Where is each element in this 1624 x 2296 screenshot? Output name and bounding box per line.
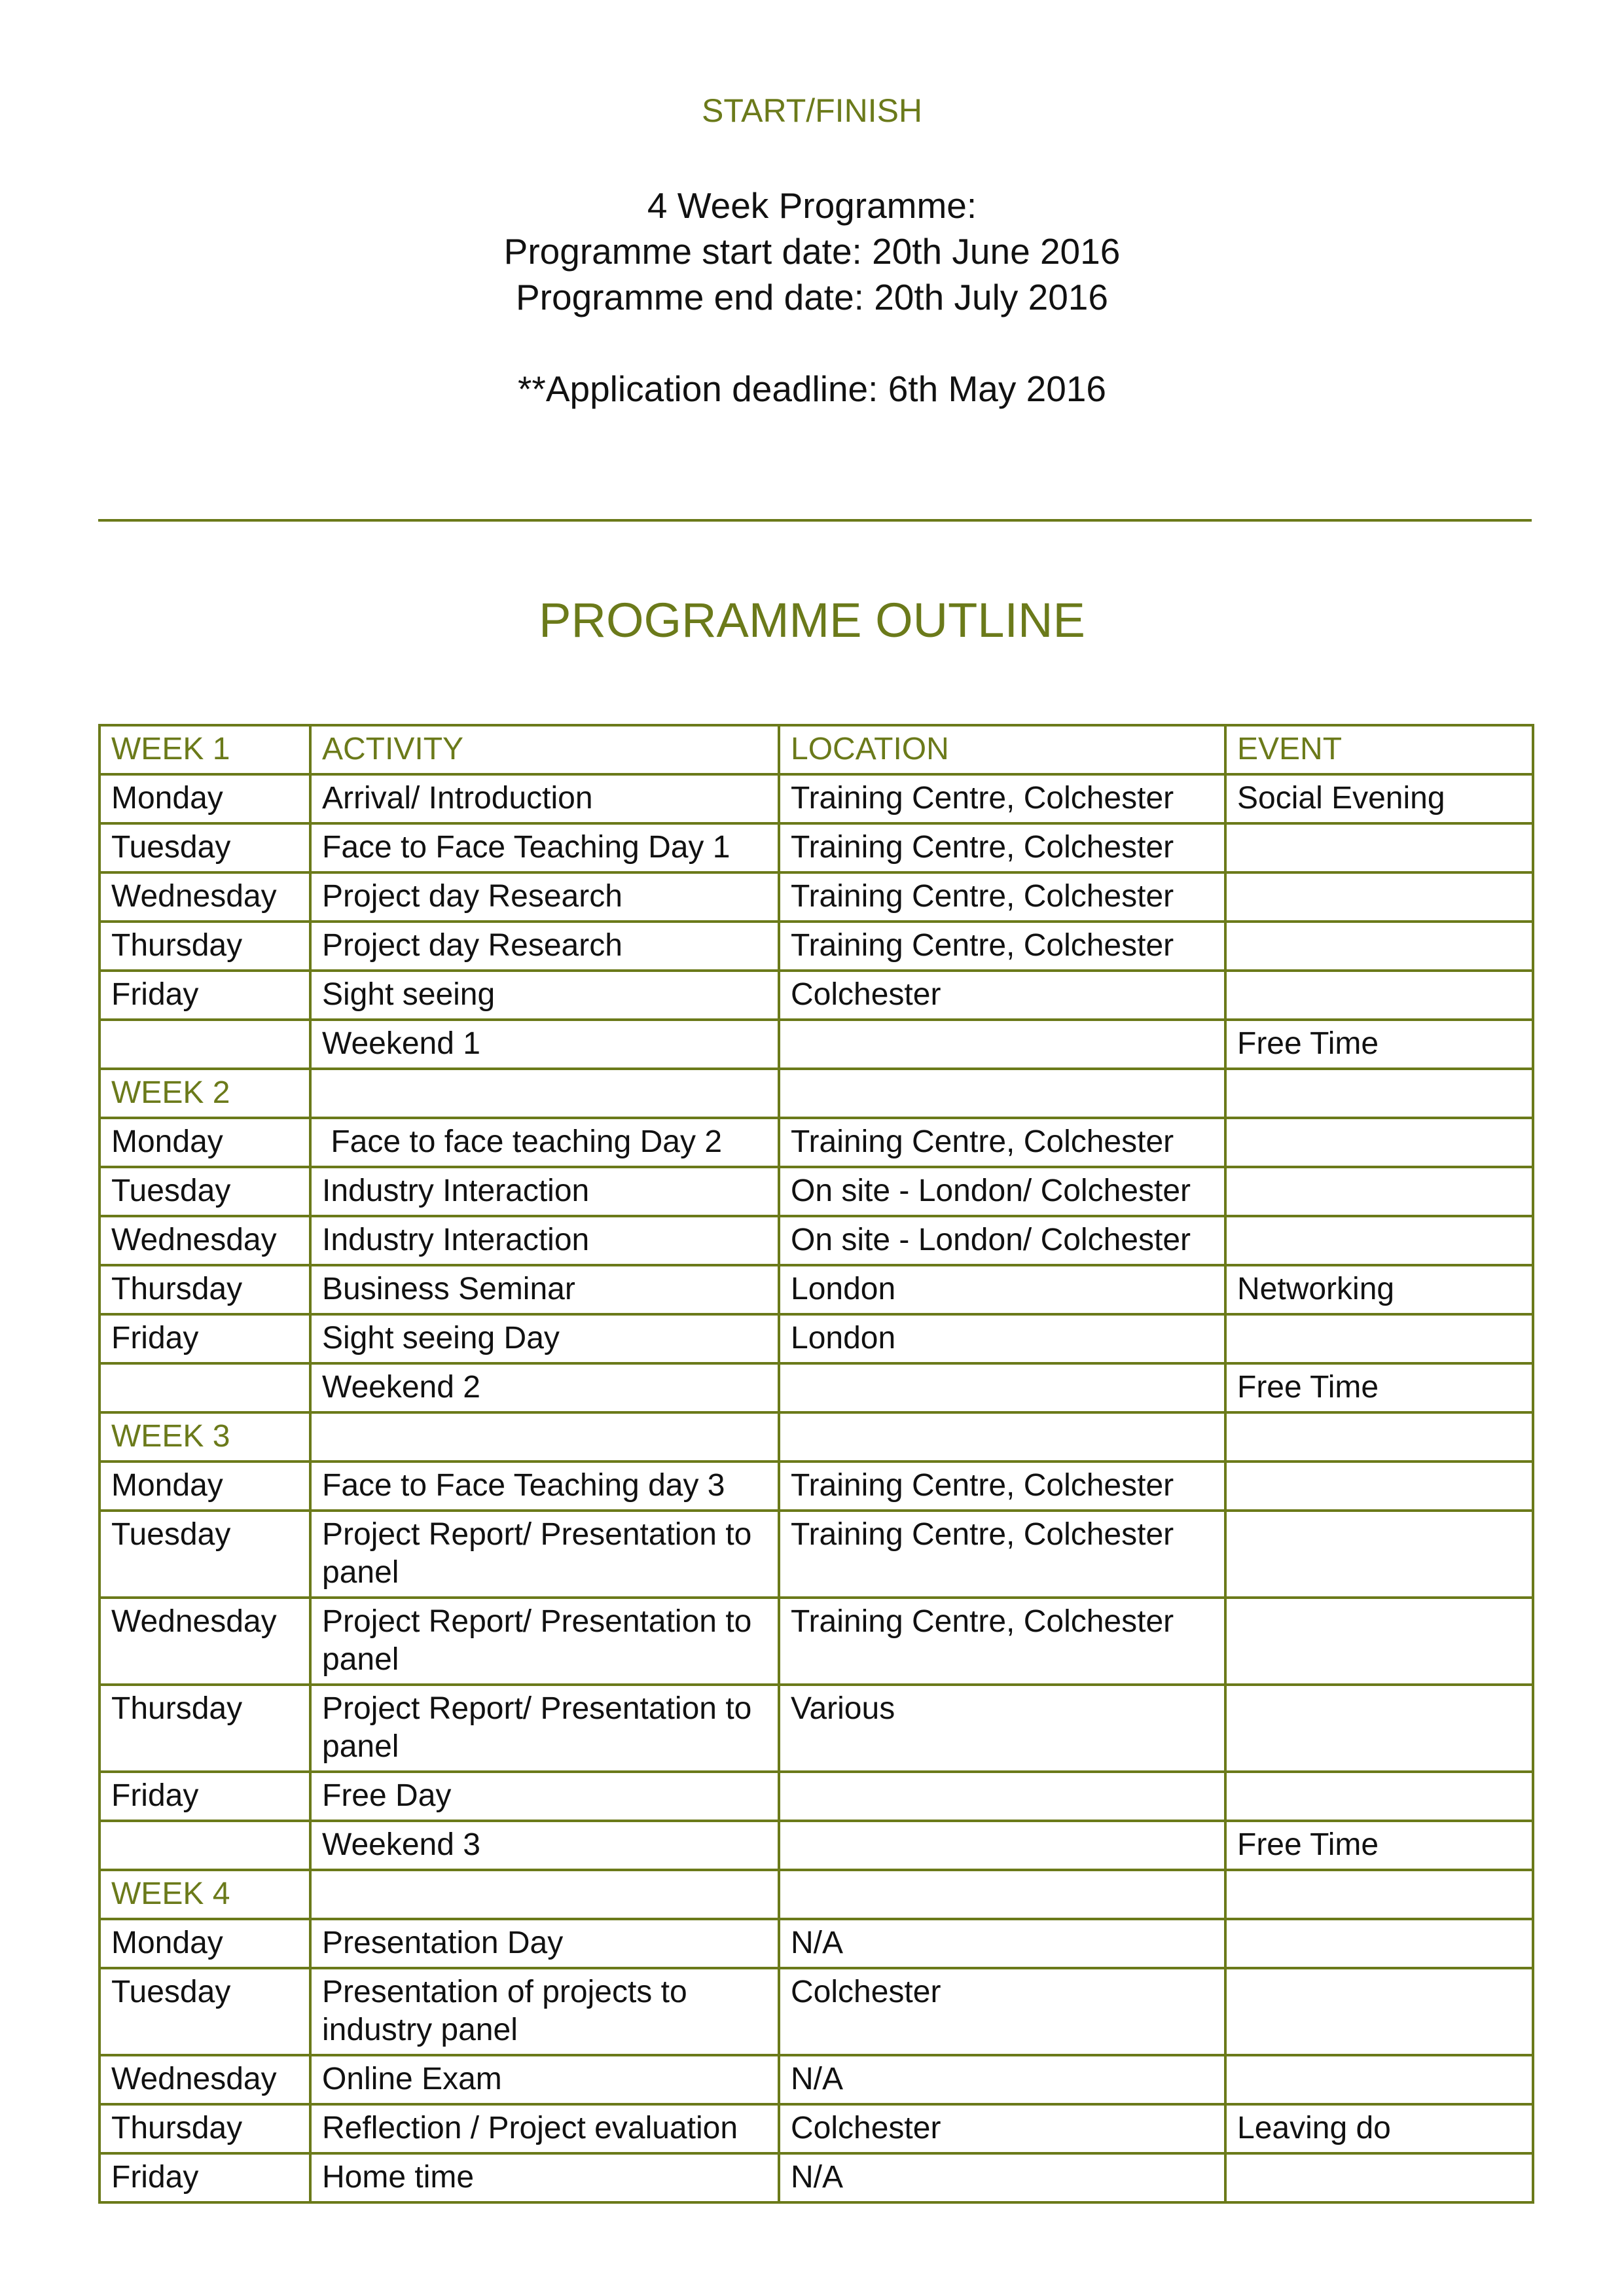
cell-event <box>1225 1772 1533 1821</box>
cell-event <box>1225 1412 1533 1462</box>
cell-activity: Industry Interaction <box>310 1167 779 1216</box>
cell-event <box>1225 1870 1533 1919</box>
cell-activity: Presentation Day <box>310 1919 779 1968</box>
programme-outline-title: PROGRAMME OUTLINE <box>539 593 1085 647</box>
cell-location: Training Centre, Colchester <box>779 1511 1225 1598</box>
cell-location: Training Centre, Colchester <box>779 1462 1225 1511</box>
cell-day: Monday <box>99 1118 310 1167</box>
cell-event: Networking <box>1225 1265 1533 1314</box>
cell-event <box>1225 1685 1533 1772</box>
cell-location: Training Centre, Colchester <box>779 774 1225 823</box>
cell-event <box>1225 872 1533 922</box>
cell-location <box>779 1412 1225 1462</box>
cell-location <box>779 1069 1225 1118</box>
cell-activity: Sight seeing <box>310 971 779 1020</box>
table-row <box>99 1511 1533 1598</box>
table-row <box>99 2055 1533 2104</box>
cell-location: On site - London/ Colchester <box>779 1216 1225 1265</box>
cell-location: Training Centre, Colchester <box>779 1598 1225 1685</box>
cell-activity: Face to face teaching Day 2 <box>310 1118 779 1167</box>
cell-event: Social Evening <box>1225 774 1533 823</box>
cell-location: Training Centre, Colchester <box>779 922 1225 971</box>
cell-event <box>1225 2153 1533 2202</box>
week-4-label: WEEK 4 <box>99 1870 310 1919</box>
cell-event <box>1225 2055 1533 2104</box>
table-row <box>99 1919 1533 1968</box>
cell-location: N/A <box>779 1919 1225 1968</box>
cell-activity: Project day Research <box>310 872 779 922</box>
cell-location <box>779 1870 1225 1919</box>
cell-activity <box>310 1069 779 1118</box>
cell-day: Thursday <box>99 1265 310 1314</box>
cell-location <box>779 1772 1225 1821</box>
section-divider <box>98 519 1532 522</box>
cell-activity: Project Report/ Presentation to panel <box>310 1511 779 1598</box>
cell-day: Wednesday <box>99 2055 310 2104</box>
cell-location: Training Centre, Colchester <box>779 1118 1225 1167</box>
cell-location <box>779 1821 1225 1870</box>
cell-activity: Business Seminar <box>310 1265 779 1314</box>
cell-event <box>1225 1118 1533 1167</box>
cell-activity: Weekend 1 <box>310 1020 779 1069</box>
cell-location: Training Centre, Colchester <box>779 872 1225 922</box>
week-3-label: WEEK 3 <box>99 1412 310 1462</box>
cell-activity: Weekend 3 <box>310 1821 779 1870</box>
cell-day: Friday <box>99 1772 310 1821</box>
cell-event <box>1225 1598 1533 1685</box>
cell-location: London <box>779 1265 1225 1314</box>
cell-activity: Presentation of projects to industry panel <box>310 1968 779 2055</box>
cell-day: Tuesday <box>99 823 310 872</box>
cell-day: Wednesday <box>99 872 310 922</box>
table-row <box>99 1968 1533 2055</box>
cell-event: Free Time <box>1225 1363 1533 1412</box>
cell-event: Free Time <box>1225 1821 1533 1870</box>
cell-location: London <box>779 1314 1225 1363</box>
table-row <box>99 872 1533 922</box>
table-row <box>99 1462 1533 1511</box>
table-header-row <box>99 725 1533 774</box>
cell-day: Tuesday <box>99 1968 310 2055</box>
cell-activity <box>310 1870 779 1919</box>
cell-location: Training Centre, Colchester <box>779 823 1225 872</box>
cell-day: Monday <box>99 1462 310 1511</box>
cell-activity: Online Exam <box>310 2055 779 2104</box>
table-row <box>99 971 1533 1020</box>
cell-activity: Face to Face Teaching Day 1 <box>310 823 779 872</box>
cell-location: On site - London/ Colchester <box>779 1167 1225 1216</box>
cell-day: Friday <box>99 1314 310 1363</box>
cell-activity: Project Report/ Presentation to panel <box>310 1685 779 1772</box>
cell-event <box>1225 1968 1533 2055</box>
week-heading-row <box>99 1412 1533 1462</box>
column-header-week: WEEK 1 <box>99 725 310 774</box>
cell-day: Tuesday <box>99 1167 310 1216</box>
cell-day <box>99 1821 310 1870</box>
cell-day: Friday <box>99 971 310 1020</box>
table-row <box>99 774 1533 823</box>
cell-event <box>1225 922 1533 971</box>
table-row <box>99 1020 1533 1069</box>
programme-end-date: Programme end date: 20th July 2016 <box>515 277 1108 317</box>
programme-start-date: Programme start date: 20th June 2016 <box>503 231 1121 272</box>
cell-activity: Industry Interaction <box>310 1216 779 1265</box>
cell-event <box>1225 1314 1533 1363</box>
table-row <box>99 1314 1533 1363</box>
cell-activity: Project Report/ Presentation to panel <box>310 1598 779 1685</box>
table-row <box>99 1216 1533 1265</box>
table-row <box>99 922 1533 971</box>
table-row <box>99 1685 1533 1772</box>
cell-location: Colchester <box>779 2104 1225 2153</box>
cell-event <box>1225 1919 1533 1968</box>
column-header-location: LOCATION <box>779 725 1225 774</box>
table-row <box>99 823 1533 872</box>
cell-activity: Project day Research <box>310 922 779 971</box>
start-finish-heading: START/FINISH <box>701 92 923 129</box>
cell-activity: Face to Face Teaching day 3 <box>310 1462 779 1511</box>
cell-location <box>779 1363 1225 1412</box>
cell-activity: Sight seeing Day <box>310 1314 779 1363</box>
cell-event <box>1225 1462 1533 1511</box>
column-header-activity: ACTIVITY <box>310 725 779 774</box>
cell-day: Thursday <box>99 922 310 971</box>
cell-event <box>1225 1167 1533 1216</box>
cell-event: Leaving do <box>1225 2104 1533 2153</box>
week-heading-row <box>99 1069 1533 1118</box>
table-row <box>99 1118 1533 1167</box>
cell-day: Monday <box>99 1919 310 1968</box>
cell-location: Various <box>779 1685 1225 1772</box>
cell-day: Thursday <box>99 2104 310 2153</box>
cell-event: Free Time <box>1225 1020 1533 1069</box>
programme-outline-table <box>98 724 1534 2204</box>
cell-activity: Arrival/ Introduction <box>310 774 779 823</box>
cell-day <box>99 1363 310 1412</box>
cell-location: Colchester <box>779 971 1225 1020</box>
cell-event <box>1225 823 1533 872</box>
cell-event <box>1225 971 1533 1020</box>
cell-location: N/A <box>779 2055 1225 2104</box>
table-row <box>99 2104 1533 2153</box>
cell-day: Friday <box>99 2153 310 2202</box>
table-row <box>99 1265 1533 1314</box>
cell-day <box>99 1020 310 1069</box>
table-row <box>99 2153 1533 2202</box>
cell-day: Wednesday <box>99 1598 310 1685</box>
cell-event <box>1225 1511 1533 1598</box>
table-row <box>99 1772 1533 1821</box>
cell-day: Tuesday <box>99 1511 310 1598</box>
cell-event <box>1225 1069 1533 1118</box>
application-deadline: **Application deadline: 6th May 2016 <box>518 368 1106 409</box>
cell-day: Thursday <box>99 1685 310 1772</box>
cell-activity: Home time <box>310 2153 779 2202</box>
cell-location <box>779 1020 1225 1069</box>
week-2-label: WEEK 2 <box>99 1069 310 1118</box>
cell-activity: Reflection / Project evaluation <box>310 2104 779 2153</box>
table-row <box>99 1363 1533 1412</box>
cell-activity: Weekend 2 <box>310 1363 779 1412</box>
cell-activity <box>310 1412 779 1462</box>
week-heading-row <box>99 1870 1533 1919</box>
cell-location: N/A <box>779 2153 1225 2202</box>
table-row <box>99 1821 1533 1870</box>
cell-event <box>1225 1216 1533 1265</box>
column-header-event: EVENT <box>1225 725 1533 774</box>
cell-day: Wednesday <box>99 1216 310 1265</box>
cell-location: Colchester <box>779 1968 1225 2055</box>
table-row <box>99 1167 1533 1216</box>
cell-day: Monday <box>99 774 310 823</box>
cell-activity: Free Day <box>310 1772 779 1821</box>
table-row <box>99 1598 1533 1685</box>
programme-length: 4 Week Programme: <box>647 185 977 226</box>
